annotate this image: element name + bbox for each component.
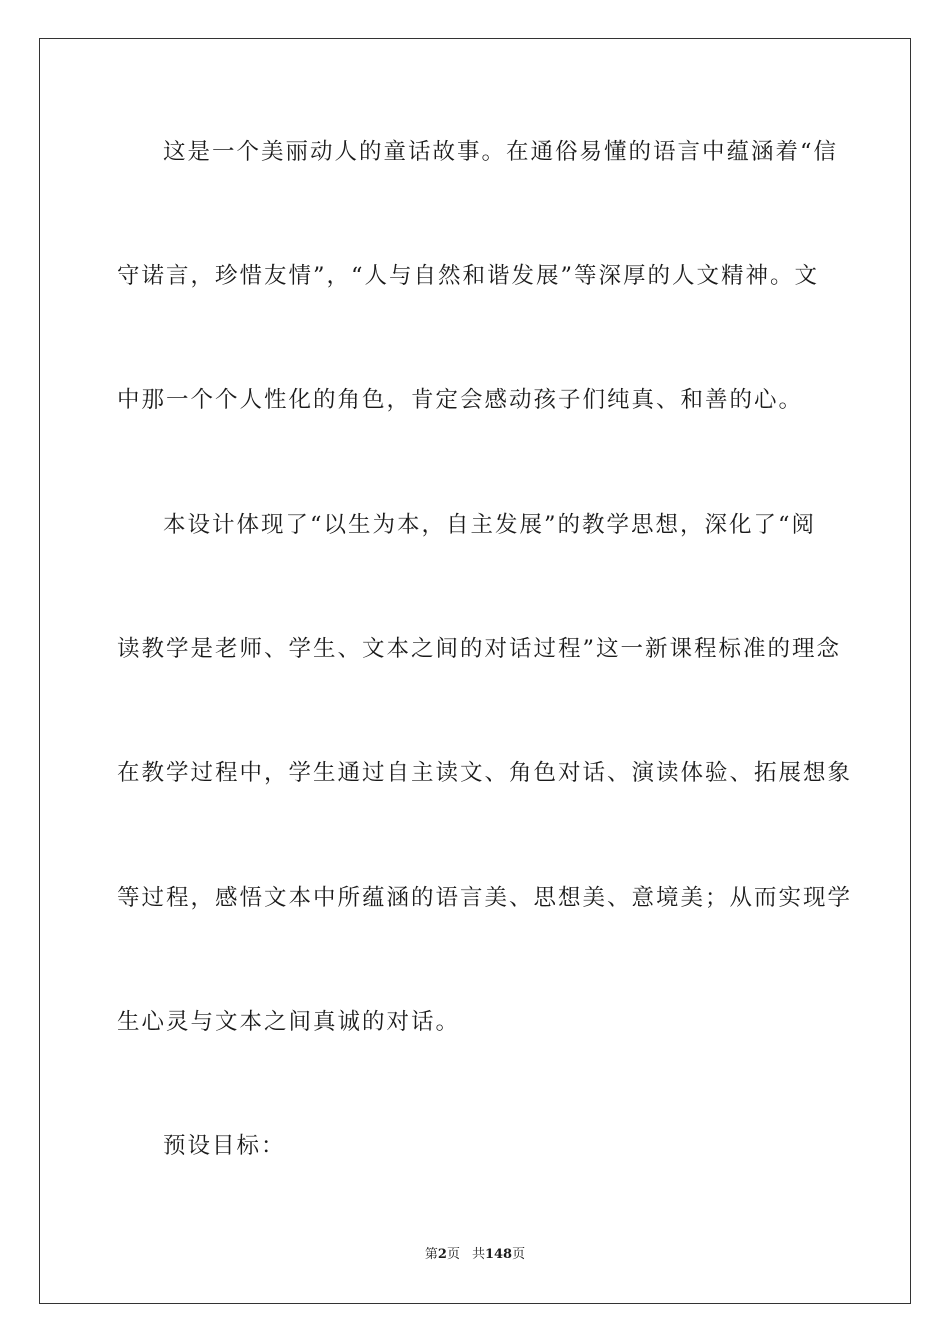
paragraph-2-line-3: 在教学过程中，学生通过自主读文、角色对话、演读体验、拓展想象: [117, 760, 853, 786]
section-heading-goals: 预设目标：: [163, 1133, 286, 1159]
footer-page-prefix: 第: [424, 1247, 438, 1262]
page-footer: [0, 1246, 950, 1264]
footer-total-prefix: 共: [471, 1247, 485, 1262]
paragraph-1-line-1: 这是一个美丽动人的童话故事。在通俗易懂的语言中蕴涵着“信: [163, 139, 839, 165]
paragraph-1-line-3: 中那一个个人性化的角色，肯定会感动孩子们纯真、和善的心。: [117, 387, 804, 413]
paragraph-2-line-1: 本设计体现了“以生为本，自主发展”的教学思想，深化了“阅: [163, 512, 817, 538]
footer-page-suffix: 页: [446, 1247, 460, 1262]
footer-total-pages: 148: [484, 1247, 513, 1262]
footer-page-number: 2: [437, 1247, 447, 1262]
paragraph-2-line-2: 读教学是老师、学生、文本之间的对话过程”这一新课程标准的理念: [117, 636, 842, 662]
page-border: [39, 38, 911, 1304]
paragraph-2-line-5: 生心灵与文本之间真诚的对话。: [117, 1009, 461, 1035]
paragraph-2-line-4: 等过程，感悟文本中所蕴涵的语言美、思想美、意境美；从而实现学: [117, 885, 853, 911]
paragraph-1-line-2: 守诺言，珍惜友情”，“人与自然和谐发展”等深厚的人文精神。文: [117, 263, 820, 289]
footer-total-suffix: 页: [512, 1247, 526, 1262]
